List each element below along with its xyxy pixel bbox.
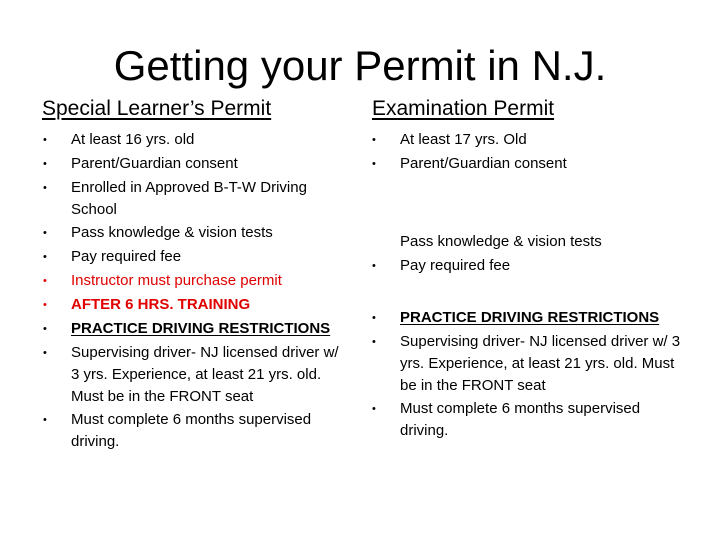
list-item	[43, 408, 343, 453]
list-item	[372, 306, 692, 330]
list-item-text: Pay required fee	[71, 248, 182, 265]
list-item	[372, 397, 692, 442]
list-item	[372, 128, 692, 152]
bullet-icon: •	[372, 403, 376, 415]
list-item-text: At least 16 yrs. old	[71, 131, 195, 148]
list-item-text: Pass knowledge & vision tests	[71, 224, 273, 241]
list-item	[372, 230, 692, 254]
bullet-icon: •	[372, 158, 376, 170]
list-item-text: Supervising driver- NJ licensed driver w/ 3 yrs. Experience, at least 21 yrs. old. Must be in the FRONT seat	[400, 333, 681, 394]
right-column-list	[372, 128, 692, 442]
left-column-list	[43, 128, 343, 453]
left-column-heading: Special Learner’s Permit	[42, 97, 272, 120]
list-spacer	[372, 278, 692, 306]
list-item	[372, 152, 692, 176]
list-item-text: Must complete 6 months supervised driving.	[400, 400, 641, 439]
bullet-icon: •	[372, 134, 376, 146]
list-item-text: Instructor must purchase permit	[71, 272, 282, 289]
bullet-icon: •	[43, 251, 47, 263]
list-item-text: Enrolled in Approved B-T-W Driving School	[71, 179, 307, 218]
bullet-icon: •	[43, 227, 47, 239]
list-item	[372, 330, 692, 397]
list-item	[43, 341, 343, 408]
slide-title: Getting your Permit in N.J.	[113, 42, 607, 89]
list-item	[43, 269, 343, 293]
list-item-text: Parent/Guardian consent	[400, 155, 567, 172]
bullet-icon: •	[43, 347, 47, 359]
list-item	[43, 152, 343, 176]
list-item	[372, 254, 692, 278]
list-item-text: Parent/Guardian consent	[71, 155, 238, 172]
list-item-text: Pass knowledge & vision tests	[400, 233, 602, 250]
list-item-text: Must complete 6 months supervised driving.	[71, 411, 312, 450]
bullet-icon: •	[372, 260, 376, 272]
list-item-text: PRACTICE DRIVING RESTRICTIONS	[400, 309, 660, 326]
list-item-text: AFTER 6 HRS. TRAINING	[71, 296, 251, 313]
bullet-icon: •	[43, 182, 47, 194]
list-spacer	[372, 176, 692, 230]
bullet-icon: •	[43, 134, 47, 146]
list-item	[43, 176, 343, 221]
bullet-icon: •	[372, 336, 376, 348]
list-item-text: Supervising driver- NJ licensed driver w/ 3 yrs. Experience, at least 21 yrs. old. Must be in the FRONT seat	[71, 344, 339, 405]
bullet-icon: •	[43, 275, 47, 287]
list-item-text: Pay required fee	[400, 257, 511, 274]
bullet-icon: •	[43, 299, 47, 311]
list-item-text: At least 17 yrs. Old	[400, 131, 527, 148]
list-item	[43, 293, 343, 317]
bullet-icon: •	[43, 158, 47, 170]
bullet-icon: •	[43, 323, 47, 335]
bullet-icon: •	[372, 312, 376, 324]
list-item	[43, 245, 343, 269]
list-item-text: PRACTICE DRIVING RESTRICTIONS	[71, 320, 331, 337]
list-item	[43, 128, 343, 152]
right-column-heading: Examination Permit	[372, 97, 555, 120]
list-item	[43, 221, 343, 245]
bullet-icon: •	[43, 414, 47, 426]
list-item	[43, 317, 343, 341]
